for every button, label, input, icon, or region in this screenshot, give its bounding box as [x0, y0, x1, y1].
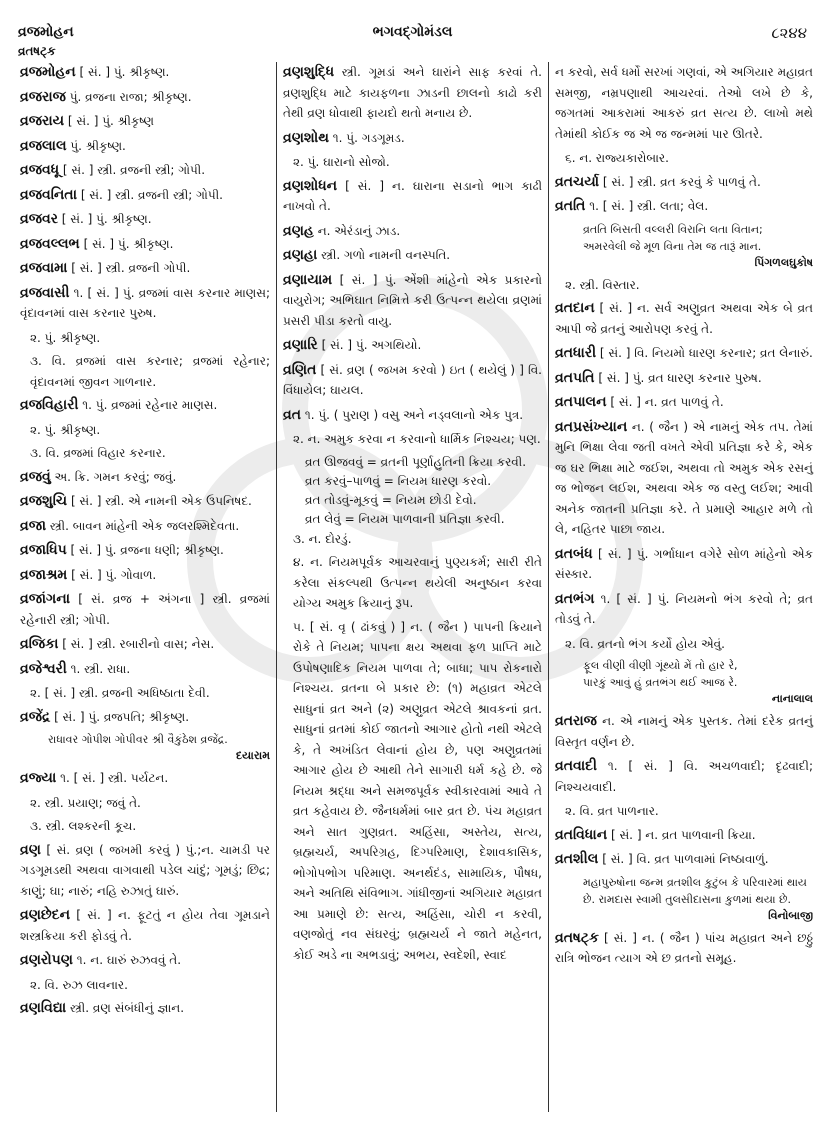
- definition: ન. એ નામનું એક પુસ્તક. તેમાં દરેક વ્રતનું વિસ્તૃત વર્ણન છે.: [555, 714, 813, 749]
- definition: [ સં. ] સ્ત્રી. એ નામની એક ઉપનિષદ.: [67, 494, 252, 508]
- dictionary-entry: [555, 417, 813, 540]
- headword: વ્રણહા: [283, 247, 318, 263]
- dictionary-entry: [283, 245, 542, 266]
- definition: [ સં. વ્રણ ( જખમ કરવો ) ઇત ( થયેલું ) ] વિ. વિંધાયેલ; ઘાયલ.: [283, 362, 542, 397]
- quotation-line: રાધાવર ગોપીશ ગોપીવર શ્રી વૈકુંઠેશ વ્રજેંદ્ર.: [48, 733, 228, 746]
- headword: વ્રણિત: [283, 361, 317, 378]
- sub-sense: ૨. ન. અમુક કરવા ન કરવાનો ધાર્મિક નિશ્ચય; પણ.: [293, 432, 541, 446]
- headword: વ્રજવાસી: [20, 284, 70, 301]
- dictionary-entry: [283, 128, 542, 149]
- dictionary-entry: [20, 589, 270, 630]
- headword: વ્રતપ્રસંખ્યાન: [555, 418, 628, 435]
- headword: વ્રતભંગ: [555, 590, 595, 607]
- definition: [ સં. ] ન. ઘારાના સડાનો ભાગ કાઢી નાખવો તે.: [283, 178, 542, 213]
- dictionary-entry: [283, 176, 542, 217]
- definition: પું. શ્રીકૃષ્ણ.: [66, 138, 126, 153]
- book-title: ભગવદ્ગોમંડલ: [372, 24, 453, 40]
- column-3: [548, 62, 819, 1112]
- dictionary-entry: [555, 392, 813, 413]
- dictionary-entry: [555, 711, 813, 752]
- dictionary-entry: [20, 565, 270, 586]
- headword: વ્રતપતિ: [555, 369, 595, 386]
- dictionary-entry: [555, 756, 813, 797]
- quotation-attribution: દયારામ: [235, 749, 270, 762]
- headword: વ્રજવામા: [20, 260, 68, 276]
- definition: સ્ત્રી. વ્રણ સંબંધીનું જ્ઞાન.: [66, 1001, 185, 1015]
- definition: સ્ત્રી. ગળો નામની વનસ્પતિ.: [317, 248, 451, 262]
- sub-sense: ૨. પું. ઘારાનો સોજો.: [293, 155, 390, 169]
- headword: વ્રજિકા: [20, 636, 59, 652]
- idiom-phrase: વ્રત કરવું–પાળવું = નિયમ ધારણ કરવો.: [305, 473, 492, 488]
- definition: [ સં. ] પું. શ્રીકૃષ્ણ.: [57, 212, 152, 226]
- definition: ૧. [ સં. ] સ્ત્રી. પર્યટન.: [56, 771, 169, 785]
- headword: વ્રતચર્યા: [555, 173, 600, 190]
- sub-sense: ૨. વિ. રુઝ લાવનાર.: [30, 977, 128, 992]
- headword: વ્રતતિ: [555, 198, 586, 214]
- definition: અ. ક્રિ. ગમન કરવું; જવું.: [50, 469, 177, 484]
- left-guide-word-2: વ્રતષટ્ક: [18, 44, 56, 58]
- headword: વ્રજશુચિ: [20, 493, 68, 509]
- sub-sense: ૨. પું. શ્રીકૃષ્ણ.: [30, 422, 101, 437]
- sub-sense: ૨. પું. શ્રીકૃષ્ણ.: [30, 330, 101, 345]
- definition: ૧. [ સં. ] પું. નિયમનો ભંગ કરવો તે; વ્રત તોડવું તે.: [555, 591, 813, 626]
- sub-sense: ૨. સ્ત્રી. વિસ્તાર.: [565, 277, 640, 292]
- dictionary-entry: [20, 950, 270, 971]
- sub-sense: ૩. વિ. વ્રજમાં વાસ કરનાર; વ્રજમાં રહેનાર; વૃંદાવનમાં જીવન ગાળનાર.: [30, 354, 270, 389]
- headword: વ્રજરાજ: [20, 88, 66, 105]
- dictionary-entry: [555, 172, 813, 193]
- definition: ન. એરંડાનું ઝાડ.: [313, 223, 401, 238]
- headword: વ્રતશીલ: [555, 851, 599, 867]
- headword: વ્રણછેદન: [20, 907, 71, 923]
- idiom-phrase: વ્રત લેવું = નિયમ પાળવાની પ્રતિજ્ઞા કરવી.: [305, 511, 505, 526]
- headword: વ્રતરાજ: [555, 713, 597, 729]
- definition: ન. ( જૈન ) એ નામનું એક તપ. તેમાં મુનિ ભિક્ષા લેવા જતી વખતે એવી પ્રતિજ્ઞા કરે કે, એક જ ઘર ભિક્ષા માટે જઈશ, અથવા તો અમુક એક રસનું જ ભોજન લઈશ, અથવા એક જ વસ્તુ લઈશ; આવી અનેક જાતની પ્રતિજ્ઞા કરે. તે પ્રમાણે આહાર મળે તો લે, નહિતર પાછા જાય.: [555, 419, 813, 536]
- definition: [ સં. ] સ્ત્રી. રબારીનો વાસ; નેસ.: [58, 637, 215, 651]
- definition: [ સં. ] પું. શ્રીકૃષ્ણ.: [79, 236, 174, 251]
- definition: ૧. ન. ઘારું રુઝવવું તે.: [72, 953, 182, 967]
- dictionary-entry: [555, 825, 813, 846]
- headword: વ્રતપાલન: [555, 394, 607, 410]
- dictionary-entry: [20, 491, 270, 512]
- sub-sense: ૩. સ્ત્રી. લશ્કરની કૂચ.: [30, 819, 137, 833]
- definition: સ્ત્રી. બાવન માંહેની એક જલરશ્મિદેવતા.: [46, 518, 240, 533]
- sub-sense: ૬. ન. રાજ્યકારોબાર.: [565, 151, 669, 165]
- definition: ન કરવો, સર્વ ધર્મો સરખાં ગણવાં, એ અગિયાર મહાવ્રત સમજી, નમ્રપણાથી આચરવાં. તેઓ લખે છે કે, જગતમાં આકરામાં આકરું વ્રત સત્ય છે. લાખો મથે તેમાંથી કોઈક જ એ જ જન્મમાં પાર ઊતરે.: [555, 65, 813, 141]
- dictionary-entry: [20, 234, 270, 255]
- dictionary-entry: [20, 283, 270, 324]
- dictionary-entry: [20, 467, 270, 488]
- headword: વ્રતબંધ: [555, 545, 593, 562]
- dictionary-entry: [20, 62, 270, 83]
- definition: સ્ત્રી. ગૂમડાં અને ઘારાંને સાફ કરવાં તે. વ્રણશુદ્ધિ માટે કાયફળના ઝાડની છાલનો કાઢો કરી તેથી વ્રણ ધોવાથી ફાયદો થતો મનાય છે.: [283, 65, 542, 120]
- definition: [ સં. ] પું. અગથિયો.: [317, 338, 422, 352]
- dictionary-entry: [20, 659, 270, 680]
- quotation-attribution: વિનોબાજી: [768, 908, 813, 922]
- dictionary-entry: [283, 221, 542, 242]
- headword: વ્રતદાન: [555, 300, 595, 316]
- definition: ૧. પું. ગડગૂમડ.: [328, 130, 405, 145]
- headword: વ્રજવિહારી: [20, 397, 79, 413]
- definition: [ સં. ] ન. વ્રત પાળવું તે.: [606, 395, 724, 409]
- sub-sense: ૨. સ્ત્રી. પ્રયાણ; જવું તે.: [30, 795, 141, 810]
- sub-sense: ૨. વિ. વ્રતનો ભંગ કર્યો હોય એવું.: [565, 636, 725, 651]
- definition: ૧. સ્ત્રી. રાધા.: [66, 661, 131, 676]
- definition: [ સં. ] પું. વ્રજના ધણી; શ્રીકૃષ્ણ.: [66, 543, 224, 557]
- definition: [ સં. ] પું. ગોવાળ.: [67, 567, 157, 582]
- dictionary-entry: [20, 516, 270, 537]
- definition: ૧. પું. ( પુરાણ ) વસુ અને નડ્વલાનો એક પુત્ર.: [301, 407, 524, 422]
- dictionary-entry: [283, 62, 542, 124]
- dictionary-entry: [555, 589, 813, 630]
- definition: [ સં. ] પું. ગર્ભાધાન વગેરે સોળ માંહેનો એક સંસ્કાર.: [555, 546, 813, 581]
- headword: વ્રતષટ્ક: [555, 929, 599, 946]
- page-number: ૮૨૪૪: [771, 24, 807, 42]
- quotation-attribution: પિંગળલઘુકોષ: [754, 255, 813, 269]
- dictionary-entry: [555, 928, 813, 969]
- sub-sense: ૨. વિ. વ્રત પાળનાર.: [565, 804, 659, 818]
- sub-sense: ૪. ન. નિયમપૂર્વક આચરવાનું પુણ્યકર્મ; સારી રીતે કરેલા સંકલ્પથી ઉત્પન્ન થયેલી અનુષ્ઠાન કરવા યોગ્ય અમુક ક્રિયાનું રૂપ.: [293, 555, 542, 610]
- definition: ૧. [ સં. ] સ્ત્રી. લતા; વેલ.: [585, 199, 709, 213]
- dictionary-entry: [555, 298, 813, 339]
- idiom-phrase: વ્રત ઊજવવું = વ્રતની પૂર્ણાહુતિની ક્રિયા કરવી.: [305, 454, 527, 469]
- sub-sense: ૩. વિ. વ્રજમાં વિહાર કરનાર.: [30, 446, 166, 460]
- headword: વ્રણશોધન: [283, 177, 338, 194]
- headword: વ્રજાશ્રમ: [20, 566, 68, 583]
- dictionary-entry: [20, 87, 270, 108]
- dictionary-columns: [14, 62, 819, 1112]
- dictionary-entry: [20, 905, 270, 946]
- definition: [ સં. ] પું. શ્રીકૃષ્ણ.: [75, 65, 170, 79]
- definition: [ સં. ] પું. વ્રજપતિ; શ્રીકૃષ્ણ.: [50, 709, 190, 724]
- headword: વ્રજવધૂ: [20, 162, 60, 178]
- definition: [ સં. ] ન. ફૂટતું ન હોય તેવા ગૂમડાને શસ્ત્રક્રિયા કરી ફોડવું તે.: [20, 908, 270, 943]
- sub-sense: ૨. [ સં. ] સ્ત્રી. વ્રજની અધિષ્ઠાતા દેવી.: [30, 686, 210, 700]
- sub-sense: ૫. [ સં. વૃ ( ઢાંકવું ) ] ન. ( જૈન ) પાપની ક્રિયાને રોકે તે નિયમ; પાપના ક્ષય અથવા ફળ પ્રાપ્તિ માટે ઉપોષણાદિક નિયમ પાળવા તે; બાધા; પાપ રોકનારો નિશ્ચય. વ્રતના બે પ્રકાર છે: (૧) મહાવ્રત એટલે સાધુનાં વ્રત અને (૨) અણુવ્રત એટલે શ્રાવકનાં વ્રત. સાધુનાં વ્રતમાં કોઈ જાતનો આગાર હોતો નથી એટલે કે, તે અખંડિત લેવાનાં હોય છે, પણ અણુવ્રતમાં આગાર હોય છે આથી તેને સાગારી ધર્મ કહે છે. જે નિયમ શ્રદ્ધા અને સમજપૂર્વક સ્વીકારવામાં આવે તે વ્રત કહેવાય છે. જૈનધર્મમાં બાર વ્રત છે. પંચ મહાવ્રત અને સાત ગુણવ્રત. અહિંસા, અસ્તેય, સત્ય, બ્રહ્મચર્ય, અપરિગ્રહ, દિગ્પરિમાણ, દેશાવકાસિક, ભોગોપભોગ પરિમાણ. અનર્થદંડ, સામાયિક, પૌષધ, અને અતિથિ સંવિભાગ. ગાંધીજીનાં અગિયાર મહાવ્રત આ પ્રમાણે છે: સત્ય, અહિંસા, ચોરી ન કરવી, વણજોતું નવ સંઘરવું; બ્રહ્મચર્ય ને જાતે મહેનત, કોઈ અડે ના અભડાવું; અભય, સ્વદેશી, સ્વાદ: [293, 619, 542, 962]
- dictionary-entry: [555, 849, 813, 870]
- dictionary-entry: [20, 634, 270, 655]
- headword: વ્રજરાય: [20, 113, 65, 129]
- headword: વ્રણારિ: [283, 337, 318, 353]
- dictionary-entry: [20, 840, 270, 902]
- dictionary-entry: [20, 258, 270, 279]
- definition: [ સં. ] વિ. વ્રત પાળવામાં નિષ્ઠાવાળું.: [598, 852, 769, 866]
- headword: વ્રણવિદ્યા: [20, 1000, 67, 1016]
- dictionary-entry: [20, 768, 270, 789]
- headword: વ્રજેંદ્ર: [20, 708, 51, 725]
- dictionary-entry: [20, 160, 270, 181]
- dictionary-entry: [555, 368, 813, 389]
- definition: [ સં. ] સ્ત્રી. વ્રત કરવું કે પાળવું તે.: [599, 174, 761, 189]
- quotation-line: મહાપુરુષોના જન્મ વ્રતશીલ કુટુંબ કે પરિવારમાં થાય છે. રામદાસ સ્વામી તુલસીદાસના કુળમાં થયા છે.: [583, 875, 807, 906]
- headword: વ્રજવું: [20, 468, 51, 485]
- quotation-line: ફૂલ વીણી વીણી ગૂંથ્યો મેં તો હાર રે,: [583, 659, 738, 672]
- headword: વ્રજવલ્લભ: [20, 235, 80, 252]
- headword: વ્રજ્યા: [20, 770, 57, 786]
- headword: વ્રણરોપણ: [20, 952, 73, 968]
- dictionary-entry: [283, 360, 542, 401]
- definition: [ સં. ] સ્ત્રી. વ્રજની ગોપી.: [67, 261, 191, 275]
- quotation-line: અમરવેલી જે મૂળ વિના તેમ જ તારૂં માન.: [583, 239, 762, 253]
- headword: વ્રજેશ્વરી: [20, 660, 67, 677]
- headword: વ્રતધારી: [555, 345, 597, 361]
- column-2: [276, 62, 548, 1112]
- dictionary-entry: [555, 196, 813, 217]
- dictionary-entry: [555, 544, 813, 585]
- definition: ૧. પું. વ્રજમાં રહેનાર માણસ.: [78, 398, 218, 412]
- headword: વ્રણાયામ: [283, 271, 333, 288]
- headword: વ્રજલાલ: [20, 137, 67, 154]
- headword: વ્રજમોહન: [20, 64, 76, 80]
- definition: [ સં. વ્રણ ( જખમી કરવું ) પું.;ન. ચામડી પર ગડગૂમડથી અથવા વાગવાથી પડેલ ચાંદું; ગૂમડું; છિદ્ર; કાણું; ઘા; નારું; નહિ રુઝાતું ઘારું.: [20, 842, 270, 898]
- dictionary-entry: [283, 270, 542, 332]
- dictionary-entry: [283, 405, 542, 426]
- dictionary-entry: [20, 185, 270, 206]
- quotation-line: પારકું આવું હું વ્રતભંગ થઈ આજ રે.: [583, 676, 738, 689]
- dictionary-entry: [20, 111, 270, 132]
- definition: પું. વ્રજના રાજા; શ્રીકૃષ્ણ.: [65, 89, 192, 104]
- definition: [ સં. ] ન. ( જૈન ) પાંચ મહાવ્રત અને છઠ્ઠું રાત્રિ ભોજન ત્યાગ એ છ વ્રતનો સમૂહ.: [555, 930, 813, 965]
- definition: [ સં. ] પું. વ્રત ધારણ કરનાર પુરુષ.: [594, 370, 762, 385]
- headword: વ્રતવિધાન: [555, 826, 608, 843]
- headword: વ્રતવાદી: [555, 758, 597, 774]
- headword: વ્રજાંગના: [20, 591, 71, 607]
- dictionary-entry: [20, 209, 270, 230]
- dictionary-entry: [555, 62, 813, 144]
- definition: [ સં. ] વિ. નિયમો ધારણ કરનાર; વ્રત લેનારું.: [596, 346, 813, 360]
- definition: [ સં. વ્રજ + અંગના ] સ્ત્રી. વ્રજમાં રહેનારી સ્ત્રી; ગોપી.: [20, 592, 270, 627]
- dictionary-entry: [20, 707, 270, 728]
- headword: વ્રણશોથ: [283, 129, 329, 146]
- headword: વ્રત: [283, 406, 302, 423]
- definition: [ સં. ] પું. એંશી માંહેનો એક પ્રકારનો વાયુરોગ; અભિઘાત નિમિત્તે કરી ઉત્પન્ન થયેલા વ્રણમાં પ્રસરી પીડા કરતો વાયુ.: [283, 272, 542, 328]
- definition: [ સં. ] સ્ત્રી. વ્રજની સ્ત્રી; ગોપી.: [77, 187, 223, 202]
- headword: વ્રજવનિતા: [20, 186, 77, 203]
- headword: વ્રજવર: [20, 211, 58, 227]
- dictionary-entry: [20, 540, 270, 561]
- definition: [ સં. ] પું. શ્રીકૃષ્ણ: [64, 114, 154, 128]
- definition: ૧. [ સં. ] વિ. અચળવાદી; દૃઢવાદી; નિશ્ચયવાદી.: [555, 759, 813, 794]
- headword: વ્રણશુદ્ધિ: [283, 64, 335, 80]
- headword: વ્રણ: [20, 841, 41, 858]
- dictionary-entry: [555, 343, 813, 364]
- headword: વ્રજા: [20, 517, 47, 534]
- dictionary-entry: [20, 395, 270, 416]
- idiom-phrase: વ્રત તોડવું-મૂકવું = નિયમ છોડી દેવો.: [305, 492, 477, 507]
- column-1: [14, 62, 276, 1112]
- page-header: [14, 24, 811, 58]
- sub-sense: ૩. ન. દોરડું.: [293, 531, 352, 546]
- dictionary-entry: [20, 136, 270, 157]
- quotation-attribution: નાનાલાલ: [771, 692, 813, 705]
- definition: ૧. [ સં. ] પું. વ્રજમાં વાસ કરનાર માણસ; વૃંદાવનમાં વાસ કરનાર પુરુષ.: [20, 285, 270, 320]
- left-guide-word: વ્રજમોહન: [18, 24, 74, 40]
- dictionary-entry: [283, 335, 542, 356]
- dictionary-entry: [20, 998, 270, 1019]
- quotation-line: વ્રતતિ બિસતી વલ્લરી વિરાનિ લતા વિતાન;: [583, 222, 763, 236]
- definition: [ સં. ] ન. વ્રત પાળવાની ક્રિયા.: [607, 827, 756, 842]
- definition: [ સં. ] સ્ત્રી. વ્રજની સ્ત્રી; ગોપી.: [59, 163, 206, 177]
- headword: વ્રણહ: [283, 222, 314, 239]
- headword: વ્રજાધિપ: [20, 542, 67, 558]
- definition: [ સં. ] ન. સર્વ અણુવ્રત અથવા એક બે વ્રત આપી જે વ્રતનું આરોપણ કરવું તે.: [555, 301, 813, 336]
